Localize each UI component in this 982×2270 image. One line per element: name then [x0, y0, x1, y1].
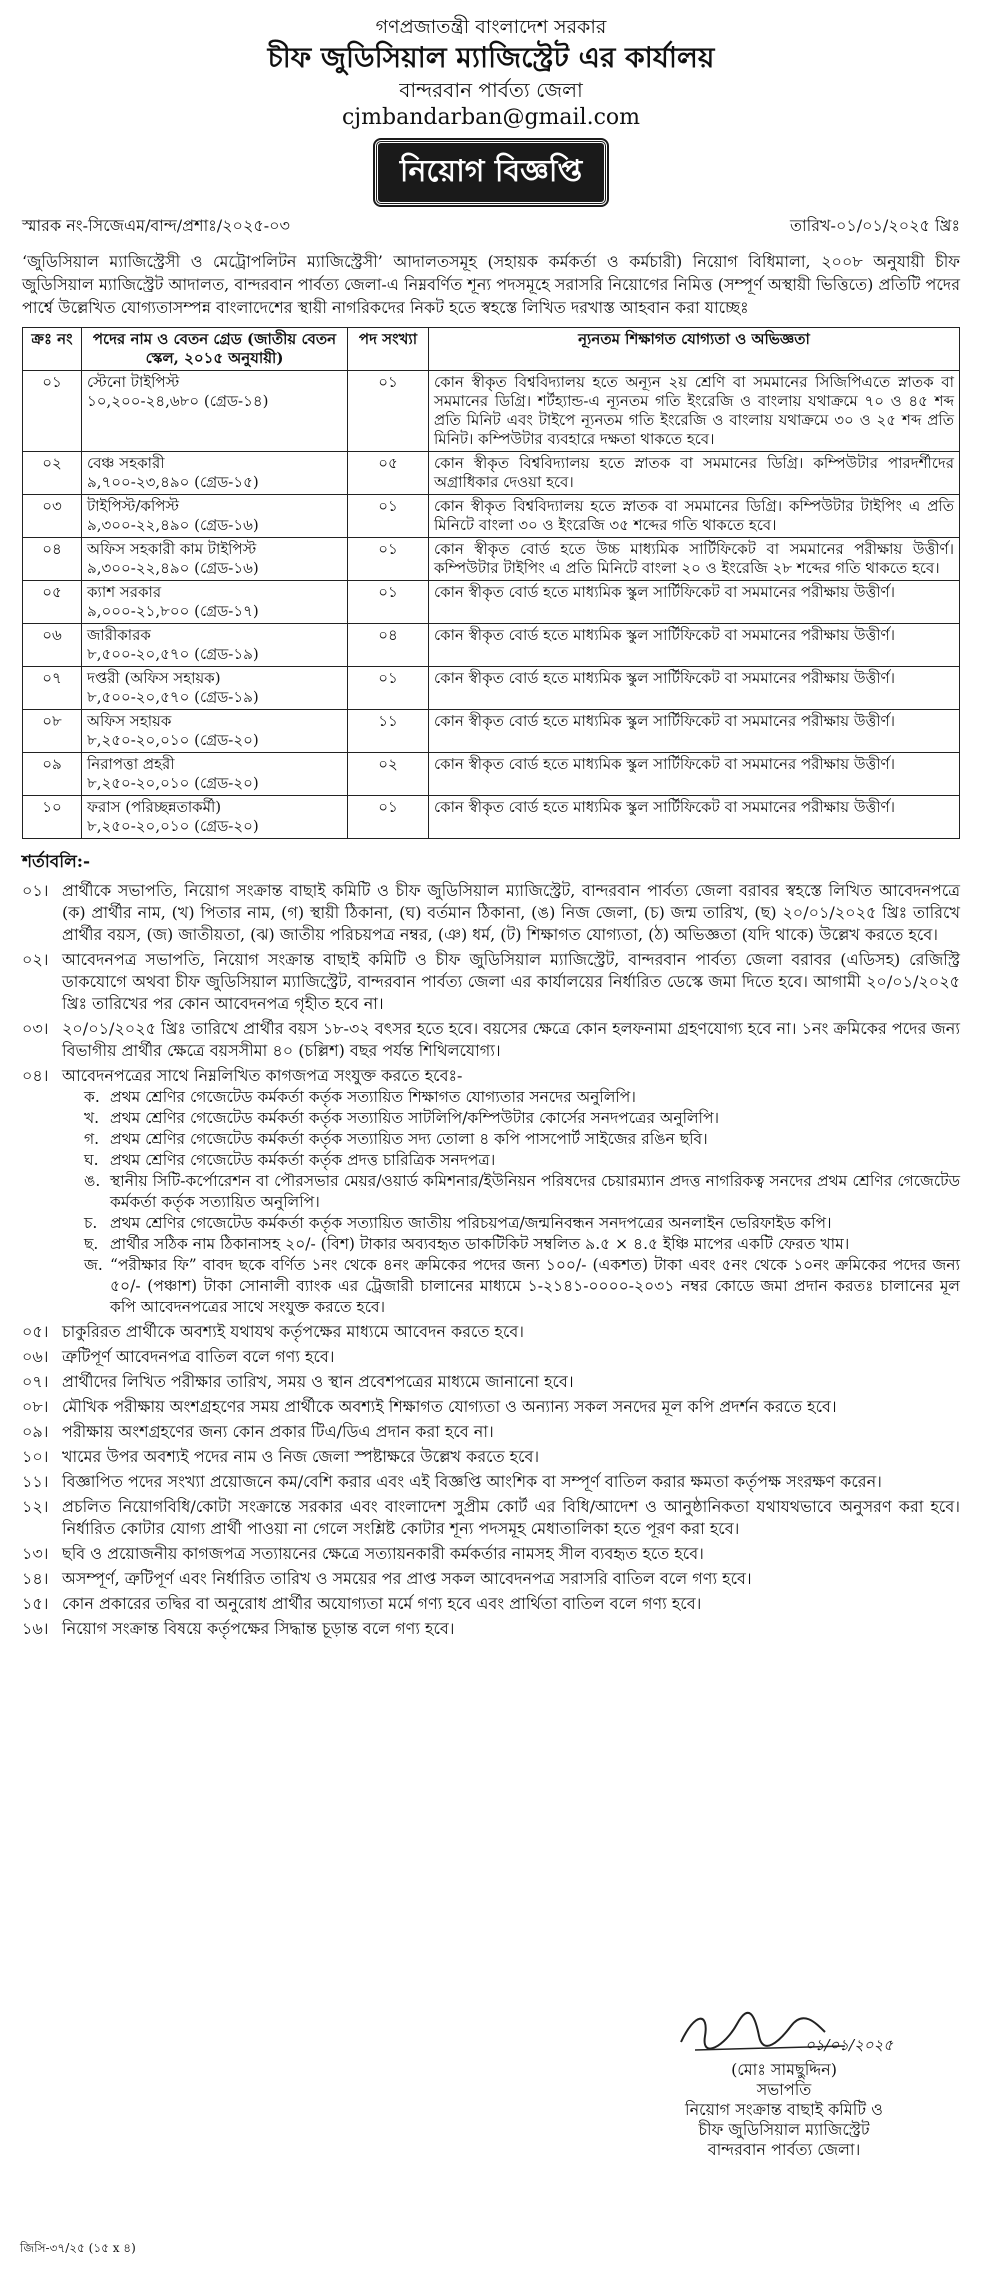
- post-name: টাইপিস্ট/কপিস্ট: [87, 497, 180, 515]
- item-text: প্রথম শ্রেণির গেজেটেড কর্মকর্তা কর্তৃক প্রদত্ত চারিত্রিক সনদপত্র।: [110, 1151, 496, 1169]
- posts-table: [22, 327, 960, 839]
- row-post: [82, 495, 348, 538]
- pay-scale: ৯,৩০০-২২,৪৯০ (গ্রেড-১৬): [87, 516, 259, 534]
- pay-scale: ৯,০০০-২১,৮০০ (গ্রেড-১৭): [87, 602, 259, 620]
- item-text: প্রার্থীর সঠিক নাম ঠিকানাসহ ২০/- (বিশ) টাকার অব্যবহৃত ডাকটিকিট সম্বলিত ৯.৫ × ৪.৫ ইঞ্চি মাপের একটি ফেরত খাম।: [110, 1235, 850, 1253]
- pay-scale: ৮,২৫০-২০,০১০ (গ্রেড-২০): [87, 817, 259, 835]
- row-post: [82, 371, 348, 452]
- item-text: “পরীক্ষার ফি” বাবদ ছকে বর্ণিত ১নং থেকে ৪নং ক্রমিকের পদের জন্য ১০০/- (একশত) টাকা এবং ৫নং থেকে ১০নং ক্রমিকের পদের জন্য ৫০/- (পঞ্চাশ) টাকা সোনালী ব্যাংক এর ট্রেজারী চালানের মাধ্যমে ১-২১৪১-০০০০-২০৩১ নম্বর কোডে জমা প্রদান করতঃ চালানের মূল কপি আবেদনপত্রের সাথে সংযুক্ত করতে হবে।: [110, 1256, 960, 1316]
- term-item: [22, 1371, 960, 1393]
- terms-list-continued: [22, 1321, 960, 1640]
- pay-scale: ৮,২৫০-২০,০১০ (গ্রেড-২০): [87, 774, 259, 792]
- office-email: cjmbandarban@gmail.com: [341, 105, 640, 130]
- item-number: ০৩।: [22, 1019, 49, 1038]
- document-requirement-item: [84, 1171, 960, 1213]
- item-number: খ.: [84, 1109, 100, 1127]
- row-post: [82, 796, 348, 839]
- item-text: আবেদনপত্রের সাথে নিম্নলিখিত কাগজপত্র সংযুক্ত করতে হবেঃ-: [62, 1066, 463, 1085]
- district-line: বান্দরবান পার্বত্য জেলা: [399, 78, 583, 102]
- signatory-line-2: চীফ জুডিসিয়াল ম্যাজিস্ট্রেট: [698, 2120, 870, 2139]
- header-count: পদ সংখ্যা: [348, 328, 429, 371]
- memo-number: স্মারক নং-সিজেএম/বান্দ/প্রশাঃ/২০২৫-০৩: [22, 216, 290, 235]
- document-requirement-item: [84, 1129, 960, 1150]
- row-qualification: কোন স্বীকৃত বিশ্ববিদ্যালয় হতে স্নাতক বা সমমানের ডিগ্রি। কম্পিউটার টাইপিং এ প্রতি মিনিটে বাংলা ৩০ ও ইংরেজি ৩৫ শব্দের গতি থাকতে হবে।: [429, 495, 960, 538]
- row-post: [82, 581, 348, 624]
- item-text: ২০/০১/২০২৫ খ্রিঃ তারিখে প্রার্থীর বয়স ১৮-৩২ বৎসর হতে হবে। বয়সের ক্ষেত্রে কোন হলফনামা গ্রহণযোগ্য হবে না। ১নং ক্রমিকের পদের জন্য বিভাগীয় প্রার্থীর ক্ষেত্রে বয়সসীমা ৪০ (চল্লিশ) বছর পর্যন্ত শিথিলযোগ্য।: [62, 1019, 960, 1060]
- item-number: ০৭।: [22, 1372, 49, 1391]
- term-item: [22, 1421, 960, 1443]
- document-requirement-item: [84, 1150, 960, 1171]
- pay-scale: ৯,৭০০-২৩,৪৯০ (গ্রেড-১৫): [87, 473, 259, 491]
- table-row: [23, 796, 960, 839]
- government-line: গণপ্রজাতন্ত্রী বাংলাদেশ সরকার: [375, 16, 607, 38]
- item-number: ঙ.: [84, 1172, 101, 1190]
- term-item: [22, 949, 960, 1015]
- item-number: ০১।: [22, 881, 49, 900]
- term-item: [22, 1446, 960, 1468]
- table-row: [23, 581, 960, 624]
- row-count: ০২: [348, 753, 429, 796]
- item-text: চাকুরিরত প্রার্থীকে অবশ্যই যথাযথ কর্তৃপক্ষের মাধ্যমে আবেদন করতে হবে।: [62, 1322, 525, 1341]
- document-requirement-item: [84, 1087, 960, 1108]
- pay-scale: ৮,২৫০-২০,০১০ (গ্রেড-২০): [87, 731, 259, 749]
- row-qualification: কোন স্বীকৃত বোর্ড হতে মাধ্যমিক স্কুল সার্টিফিকেট বা সমমানের পরীক্ষায় উত্তীর্ণ।: [429, 710, 960, 753]
- item-number: ১৫।: [22, 1594, 49, 1613]
- row-sl: ০১: [23, 371, 82, 452]
- item-text: মৌখিক পরীক্ষায় অংশগ্রহণের সময় প্রার্থীকে অবশ্যই শিক্ষাগত যোগ্যতা ও অন্যান্য সকল সনদের মূল কপি প্রদর্শন করতে হবে।: [62, 1397, 837, 1416]
- item-text: স্থানীয় সিটি-কর্পোরেশন বা পৌরসভার মেয়র/ওয়ার্ড কমিশনার/ইউনিয়ন পরিষদের চেয়ারম্যান প্রদত্ত নাগরিকত্ব সনদের প্রথম শ্রেণির গেজেটেড কর্মকর্তা কর্তৃক সত্যায়িত অনুলিপি।: [110, 1172, 960, 1211]
- term-item: [22, 1593, 960, 1615]
- term-item: [22, 1346, 960, 1368]
- table-row: [23, 753, 960, 796]
- row-qualification: কোন স্বীকৃত বিশ্ববিদ্যালয় হতে অন্যূন ২য় শ্রেণি বা সমমানের সিজিপিএতে স্নাতক বা সমমানের ডিগ্রি। শর্টহ্যান্ড-এ ন্যূনতম গতি ইংরেজি ও বাংলায় যথাক্রমে ৭০ ও ৪৫ শব্দ প্রতি মিনিট এবং টাইপে ন্যূনতম গতি ইংরেজি ও বাংলায় যথাক্রমে ৩০ ও ২৫ শব্দ প্রতি মিনিট। কম্পিউটার ব্যবহারে দক্ষতা থাকতে হবে।: [429, 371, 960, 452]
- item-number: ১৩।: [22, 1544, 49, 1563]
- terms-list: [22, 880, 960, 1087]
- table-row: [23, 667, 960, 710]
- table-row: [23, 710, 960, 753]
- post-name: অফিস সহকারী কাম টাইপিস্ট: [87, 540, 257, 558]
- header-sl: ক্রঃ নং: [23, 328, 82, 371]
- table-row: [23, 371, 960, 452]
- row-post: [82, 710, 348, 753]
- item-text: প্রার্থীদের লিখিত পরীক্ষার তারিখ, সময় ও স্থান প্রবেশপত্রের মাধ্যমে জানানো হবে।: [62, 1372, 574, 1391]
- term-item: [22, 1496, 960, 1540]
- row-sl: ০৩: [23, 495, 82, 538]
- term-item: [22, 880, 960, 946]
- row-count: ০১: [348, 495, 429, 538]
- item-text: পরীক্ষায় অংশগ্রহণের জন্য কোন প্রকার টিএ/ডিএ প্রদান করা হবে না।: [62, 1422, 494, 1441]
- term-item: [22, 1321, 960, 1343]
- post-name: ফরাস (পরিচ্ছন্নতাকর্মী): [87, 798, 222, 816]
- row-post: [82, 753, 348, 796]
- item-number: ঘ.: [84, 1151, 99, 1169]
- row-qualification: কোন স্বীকৃত বোর্ড হতে মাধ্যমিক স্কুল সার্টিফিকেট বা সমমানের পরীক্ষায় উত্তীর্ণ।: [429, 667, 960, 710]
- post-name: অফিস সহায়ক: [87, 712, 172, 730]
- item-number: ০২।: [22, 950, 49, 969]
- term-item: [22, 1471, 960, 1493]
- signature-date: ০১/০১/২০২৫: [804, 2036, 894, 2054]
- row-sl: ০৯: [23, 753, 82, 796]
- term4-sublist: [22, 1087, 960, 1318]
- header-post: পদের নাম ও বেতন গ্রেড (জাতীয় বেতন স্কেল, ২০১৫ অনুযায়ী): [82, 328, 348, 371]
- item-text: ছবি ও প্রয়োজনীয় কাগজপত্র সত্যায়নের ক্ষেত্রে সত্যায়নকারী কর্মকর্তার নামসহ সীল ব্যবহৃত হতে হবে।: [62, 1544, 704, 1563]
- item-number: ১২।: [22, 1497, 49, 1516]
- item-number: ০৬।: [22, 1347, 49, 1366]
- item-text: প্রথম শ্রেণির গেজেটেড কর্মকর্তা কর্তৃক সত্যায়িত সদ্য তোলা ৪ কপি পাসপোর্ট সাইজের রঙিন ছবি।: [110, 1130, 708, 1148]
- letterhead: [22, 14, 960, 132]
- row-post: [82, 538, 348, 581]
- item-number: ০৮।: [22, 1397, 49, 1416]
- intro-paragraph: ‘জুডিসিয়াল ম্যাজিস্ট্রেসী ও মেট্রোপলিটন ম্যাজিস্ট্রেসী’ আদালতসমূহ (সহায়ক কর্মকর্তা ও কর্মচারী) নিয়োগ বিধিমালা, ২০০৮ অনুযায়ী চীফ জুডিসিয়াল ম্যাজিস্ট্রেট আদালত, বান্দরবান পার্বত্য জেলা-এ নিম্নবর্ণিত শূন্য পদসমূহে সরাসরি নিয়োগের নিমিত্ত (সম্পূর্ণ অস্থায়ী ভিত্তিতে) প্রতিটি পদের পার্শ্বে উল্লেখিত যোগ্যতাসম্পন্ন বাংলাদেশের স্থায়ী নাগরিকদের নিকট হতে স্বহস্তে লিখিত দরখাস্ত আহবান করা যাচ্ছেঃ: [22, 252, 960, 317]
- row-qualification: কোন স্বীকৃত বোর্ড হতে মাধ্যমিক স্কুল সার্টিফিকেট বা সমমানের পরীক্ষায় উত্তীর্ণ।: [429, 581, 960, 624]
- row-sl: ১০: [23, 796, 82, 839]
- item-number: ০৯।: [22, 1422, 49, 1441]
- terms-title: শর্তাবলি:-: [22, 852, 91, 872]
- post-name: দপ্তরী (অফিস সহায়ক): [87, 669, 221, 687]
- office-name: চীফ জুডিসিয়াল ম্যাজিস্ট্রেট এর কার্যালয়: [267, 41, 715, 74]
- item-number: চ.: [84, 1214, 98, 1232]
- post-name: জারীকারক: [87, 626, 151, 644]
- post-name: নিরাপত্তা প্রহরী: [87, 755, 175, 773]
- item-text: বিজ্ঞাপিত পদের সংখ্যা প্রয়োজনে কম/বেশি করার এবং এই বিজ্ঞপ্তি আংশিক বা সম্পূর্ণ বাতিল করার ক্ষমতা কর্তৃপক্ষ সংরক্ষণ করেন।: [62, 1472, 882, 1491]
- signatory-line-1: নিয়োগ সংক্রান্ত বাছাই কমিটি ও: [685, 2100, 883, 2119]
- row-sl: ০৭: [23, 667, 82, 710]
- row-count: ০১: [348, 667, 429, 710]
- item-text: প্রথম শ্রেণির গেজেটেড কর্মকর্তা কর্তৃক সত্যায়িত শিক্ষাগত যোগ্যতার সনদের অনুলিপি।: [110, 1088, 636, 1106]
- signature-block: [634, 2000, 934, 2160]
- document-requirement-item: [84, 1108, 960, 1129]
- row-post: [82, 452, 348, 495]
- row-count: ০৪: [348, 624, 429, 667]
- table-row: [23, 538, 960, 581]
- signatory-line-3: বান্দরবান পার্বত্য জেলা।: [707, 2140, 861, 2159]
- table-header-row: [23, 328, 960, 371]
- item-text: আবেদনপত্র সভাপতি, নিয়োগ সংক্রান্ত বাছাই কমিটি ও চীফ জুডিসিয়াল ম্যাজিস্ট্রেট, বান্দরবান পার্বত্য জেলা বরাবর (এডিসহ) রেজিস্ট্রি ডাকযোগে অথবা চীফ জুডিসিয়াল ম্যাজিস্ট্রেট, বান্দরবান পার্বত্য জেলা এর কার্যালয়ের নির্ধারিত ডেস্কে জমা দিতে হবে। আগামী ২০/০১/২০২৫ খ্রিঃ তারিখের পর কোন আবেদনপত্র গৃহীত হবে না।: [62, 950, 960, 1013]
- row-count: ০১: [348, 371, 429, 452]
- signature-mark: [634, 2000, 934, 2060]
- table-row: [23, 624, 960, 667]
- table-row: [23, 452, 960, 495]
- signatory-name: (মোঃ সামছুদ্দিন): [731, 2060, 837, 2079]
- term-item: [22, 1065, 960, 1087]
- post-name: ক্যাশ সরকার: [87, 583, 162, 601]
- item-text: ত্রুটিপূর্ণ আবেদনপত্র বাতিল বলে গণ্য হবে।: [62, 1347, 335, 1366]
- item-number: ক.: [84, 1088, 100, 1106]
- pay-scale: ১০,২০০-২৪,৬৮০ (গ্রেড-১৪): [87, 392, 269, 410]
- item-number: ১৪।: [22, 1569, 49, 1588]
- header-qualification: ন্যূনতম শিক্ষাগত যোগ্যতা ও অভিজ্ঞতা: [429, 328, 960, 371]
- print-code: জিসি-৩৭/২৫ (১৫ x ৪): [20, 2241, 136, 2255]
- row-qualification: কোন স্বীকৃত বোর্ড হতে উচ্চ মাধ্যমিক সার্টিফিকেট বা সমমানের পরীক্ষায় উত্তীর্ণ। কম্পিউটার টাইপিং এ প্রতি মিনিটে বাংলা ২০ ও ইংরেজি ২৮ শব্দের গতি থাকতে হবে।: [429, 538, 960, 581]
- row-qualification: কোন স্বীকৃত বোর্ড হতে মাধ্যমিক স্কুল সার্টিফিকেট বা সমমানের পরীক্ষায় উত্তীর্ণ।: [429, 753, 960, 796]
- row-qualification: কোন স্বীকৃত বোর্ড হতে মাধ্যমিক স্কুল সার্টিফিকেট বা সমমানের পরীক্ষায় উত্তীর্ণ।: [429, 624, 960, 667]
- item-text: কোন প্রকারের তদ্বির বা অনুরোধ প্রার্থীর অযোগ্যতা মর্মে গণ্য হবে এবং প্রার্থিতা বাতিল বলে গণ্য হবে।: [62, 1594, 702, 1613]
- pay-scale: ৮,৫০০-২০,৫৭০ (গ্রেড-১৯): [87, 645, 259, 663]
- row-count: ১১: [348, 710, 429, 753]
- term-item: [22, 1568, 960, 1590]
- row-count: ০১: [348, 796, 429, 839]
- document-requirement-item: [84, 1255, 960, 1318]
- item-number: ০৫।: [22, 1322, 49, 1341]
- document-requirement-item: [84, 1213, 960, 1234]
- row-post: [82, 667, 348, 710]
- item-number: ১১।: [22, 1472, 49, 1491]
- reference-line: [22, 213, 960, 240]
- row-count: ০৫: [348, 452, 429, 495]
- pay-scale: ৮,৫০০-২০,৫৭০ (গ্রেড-১৯): [87, 688, 259, 706]
- pay-scale: ৯,৩০০-২২,৪৯০ (গ্রেড-১৬): [87, 559, 259, 577]
- row-qualification: কোন স্বীকৃত বিশ্ববিদ্যালয় হতে স্নাতক বা সমমানের ডিগ্রি। কম্পিউটার পারদর্শীদের অগ্রাধিকার দেওয়া হবে।: [429, 452, 960, 495]
- row-sl: ০২: [23, 452, 82, 495]
- term-item: [22, 1543, 960, 1565]
- notice-title: নিয়োগ বিজ্ঞপ্তি: [375, 140, 607, 205]
- post-name: স্টেনো টাইপিস্ট: [87, 373, 180, 391]
- row-qualification: কোন স্বীকৃত বোর্ড হতে মাধ্যমিক স্কুল সার্টিফিকেট বা সমমানের পরীক্ষায় উত্তীর্ণ।: [429, 796, 960, 839]
- term-item: [22, 1018, 960, 1062]
- row-sl: ০৪: [23, 538, 82, 581]
- row-sl: ০৫: [23, 581, 82, 624]
- post-name: বেঞ্চ সহকারী: [87, 454, 165, 472]
- item-number: গ.: [84, 1130, 100, 1148]
- item-text: প্রচলিত নিয়োগবিধি/কোটা সংক্রান্তে সরকার এবং বাংলাদেশ সুপ্রীম কোর্ট এর বিধি/আদেশ ও আনুষ্ঠানিকতা যথাযথভাবে অনুসরণ করা হবে। নির্ধারিত কোটার যোগ্য প্রার্থী পাওয়া না গেলে সংশ্লিষ্ট কোটার শূন্য পদসমূহ মেধাতালিকা হতে পূরণ করা হবে।: [62, 1497, 960, 1538]
- item-number: জ.: [84, 1256, 103, 1274]
- signatory-title: সভাপতি: [756, 2080, 812, 2099]
- row-post: [82, 624, 348, 667]
- row-sl: ০৬: [23, 624, 82, 667]
- item-text: প্রার্থীকে সভাপতি, নিয়োগ সংক্রান্ত বাছাই কমিটি ও চীফ জুডিসিয়াল ম্যাজিস্ট্রেট, বান্দরবান পার্বত্য জেলা বরাবর স্বহস্তে লিখিত আবেদনপত্রে (ক) প্রার্থীর নাম, (খ) পিতার নাম, (গ) স্থায়ী ঠিকানা, (ঘ) বর্তমান ঠিকানা, (ঙ) নিজ জেলা, (চ) জন্ম তারিখ, (ছ) ২০/০১/২০২৫ খ্রিঃ তারিখে প্রার্থীর বয়স, (জ) জাতীয়তা, (ঝ) জাতীয় পরিচয়পত্র নম্বর, (ঞ) ধর্ম, (ট) শিক্ষাগত যোগ্যতা, (ঠ) অভিজ্ঞতা (যদি থাকে) উল্লেখ করতে হবে।: [62, 881, 960, 944]
- row-count: ০১: [348, 581, 429, 624]
- item-number: ছ.: [84, 1235, 99, 1253]
- document-requirement-item: [84, 1234, 960, 1255]
- item-text: অসম্পূর্ণ, ত্রুটিপূর্ণ এবং নির্ধারিত তারিখ ও সময়ের পর প্রাপ্ত সকল আবেদনপত্র সরাসরি বাতিল বলে গণ্য হবে।: [62, 1569, 752, 1588]
- term-item: [22, 1396, 960, 1418]
- item-number: ০৪।: [22, 1066, 49, 1085]
- item-text: প্রথম শ্রেণির গেজেটেড কর্মকর্তা কর্তৃক সত্যায়িত জাতীয় পরিচয়পত্র/জন্মনিবন্ধন সনদপত্রের অনলাইন ভেরিফাইড কপি।: [110, 1214, 832, 1232]
- item-text: খামের উপর অবশ্যই পদের নাম ও নিজ জেলা স্পষ্টাক্ষরে উল্লেখ করতে হবে।: [62, 1447, 540, 1466]
- item-text: প্রথম শ্রেণির গেজেটেড কর্মকর্তা কর্তৃক সত্যায়িত সাটলিপি/কম্পিউটার কোর্সের সনদপত্রের অনুলিপি।: [110, 1109, 720, 1127]
- table-row: [23, 495, 960, 538]
- item-number: ১৬।: [22, 1619, 49, 1638]
- term-item: [22, 1618, 960, 1640]
- row-count: ০১: [348, 538, 429, 581]
- item-text: নিয়োগ সংক্রান্ত বিষয়ে কর্তৃপক্ষের সিদ্ধান্ত চূড়ান্ত বলে গণ্য হবে।: [62, 1619, 455, 1638]
- notice-date: তারিখ-০১/০১/২০২৫ খ্রিঃ: [790, 216, 960, 235]
- item-number: ১০।: [22, 1447, 49, 1466]
- row-sl: ০৮: [23, 710, 82, 753]
